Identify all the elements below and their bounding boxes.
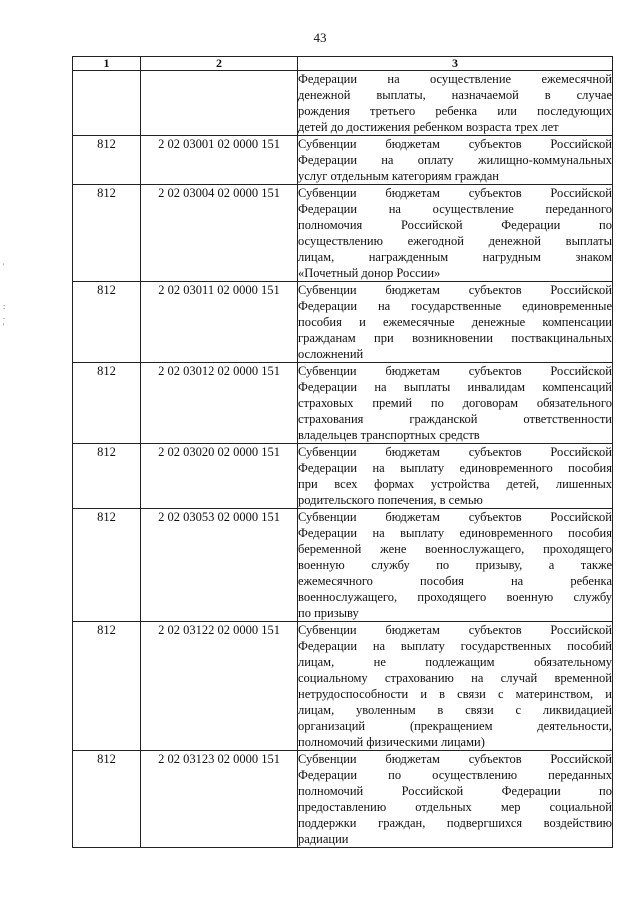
description-line: Федерации на выплаты инвалидам компенсаций — [298, 380, 612, 394]
description-line: полномочия Российской Федерации по — [298, 218, 612, 232]
description-line: Федерации на осуществление переданного — [298, 202, 612, 216]
description-line: беременной жене военнослужащего, проходящего — [298, 542, 612, 556]
description-line: Федерации на осуществление ежемесячной — [298, 72, 612, 86]
description-line: социальному страхованию на случай временной — [298, 671, 612, 685]
budget-code-table — [72, 56, 613, 848]
description-line: услуг отдельным категориям граждан — [298, 169, 499, 183]
budget-classification-code-cell: 2 02 03053 02 0000 151 — [141, 509, 298, 622]
admin-code-cell: 812 — [73, 622, 141, 751]
description-line: организаций (прекращением деятельности, — [298, 719, 612, 733]
admin-code-cell: 812 — [73, 509, 141, 622]
table-row — [73, 185, 613, 282]
margin-marks: ' : . ' — [3, 262, 6, 331]
budget-classification-code-cell — [141, 71, 298, 136]
description-line: рождения третьего ребенка или последующих — [298, 104, 612, 118]
description-line: детей до достижения ребенком возраста трех лет — [298, 120, 559, 134]
description-cell — [298, 622, 613, 751]
description-line: лицам, награжденным нагрудным знаком — [298, 250, 612, 264]
description-line: Субвенции бюджетам субъектов Российской — [298, 283, 612, 297]
description-line: Субвенции бюджетам субъектов Российской — [298, 364, 612, 378]
description-cell — [298, 751, 613, 848]
description-line: «Почетный донор России» — [298, 266, 441, 280]
description-line: ежемесячного пособия на ребенка — [298, 574, 612, 588]
description-line: Субвенции бюджетам субъектов Российской — [298, 623, 612, 637]
admin-code-cell: 812 — [73, 282, 141, 363]
description-line: лицам, не подлежащим обязательному — [298, 655, 612, 669]
description-line: военнослужащего, проходящего военную службу — [298, 590, 612, 604]
description-line: пособия и ежемесячные денежные компенсации — [298, 315, 612, 329]
description-line: страховых премий по договорам обязательного — [298, 396, 612, 410]
admin-code-cell — [73, 71, 141, 136]
description-cell — [298, 444, 613, 509]
description-line: при всех формах устройства детей, лишенных — [298, 477, 612, 491]
description-line: Субвенции бюджетам субъектов Российской — [298, 510, 612, 524]
description-cell — [298, 185, 613, 282]
description-line: лицам, уволенным в связи с ликвидацией — [298, 703, 612, 717]
admin-code-cell: 812 — [73, 444, 141, 509]
budget-classification-code-cell: 2 02 03001 02 0000 151 — [141, 136, 298, 185]
table-row — [73, 71, 613, 136]
description-cell — [298, 363, 613, 444]
description-line: владельцев транспортных средств — [298, 428, 480, 442]
description-line: Федерации на оплату жилищно-коммунальных — [298, 153, 612, 167]
description-line: предоставлению отдельных мер социальной — [298, 800, 612, 814]
admin-code-cell: 812 — [73, 363, 141, 444]
table-row — [73, 751, 613, 848]
admin-code-cell: 812 — [73, 185, 141, 282]
description-line: Субвенции бюджетам субъектов Российской — [298, 186, 612, 200]
description-line: нетрудоспособности и в связи с материнством, и — [298, 687, 612, 701]
description-line: Федерации на государственные единовременные — [298, 299, 612, 313]
budget-classification-code-cell: 2 02 03004 02 0000 151 — [141, 185, 298, 282]
admin-code-cell: 812 — [73, 136, 141, 185]
description-line: родительского попечения, в семью — [298, 493, 483, 507]
table-row — [73, 622, 613, 751]
description-line: страхования гражданской ответственности — [298, 412, 612, 426]
admin-code-cell: 812 — [73, 751, 141, 848]
budget-classification-code-cell: 2 02 03123 02 0000 151 — [141, 751, 298, 848]
description-cell — [298, 282, 613, 363]
budget-classification-code-cell: 2 02 03020 02 0000 151 — [141, 444, 298, 509]
table-row — [73, 282, 613, 363]
description-line: поддержки граждан, подвергшихся воздействию — [298, 816, 612, 830]
description-line: радиации — [298, 832, 349, 846]
description-line: полномочий физическими лицами) — [298, 735, 485, 749]
description-line: военную службу по призыву, а также — [298, 558, 612, 572]
page-number: 43 — [313, 30, 327, 45]
description-line: денежной выплаты, назначаемой в случае — [298, 88, 612, 102]
description-line: Федерации на выплату единовременного пособия — [298, 526, 612, 540]
description-cell — [298, 71, 613, 136]
description-line: по призыву — [298, 606, 359, 620]
description-line: гражданам при возникновении поствакцинальных — [298, 331, 612, 345]
budget-classification-code-cell: 2 02 03011 02 0000 151 — [141, 282, 298, 363]
description-line: осложнений — [298, 347, 364, 361]
column-header-2: 2 — [141, 57, 298, 71]
column-header-3: 3 — [298, 57, 613, 71]
description-line: Субвенции бюджетам субъектов Российской — [298, 752, 612, 766]
table-row — [73, 363, 613, 444]
description-cell — [298, 509, 613, 622]
table-header-row — [73, 57, 613, 71]
description-line: Федерации по осуществлению переданных — [298, 768, 612, 782]
description-line: Федерации на выплату государственных пособий — [298, 639, 612, 653]
description-cell — [298, 136, 613, 185]
table-row — [73, 136, 613, 185]
column-header-1: 1 — [73, 57, 141, 71]
description-line: осуществлению ежегодной денежной выплаты — [298, 234, 612, 248]
table-row — [73, 509, 613, 622]
description-line: Субвенции бюджетам субъектов Российской — [298, 137, 612, 151]
budget-classification-code-cell: 2 02 03122 02 0000 151 — [141, 622, 298, 751]
description-line: полномочий Российской Федерации по — [298, 784, 612, 798]
description-line: Субвенции бюджетам субъектов Российской — [298, 445, 612, 459]
budget-classification-code-cell: 2 02 03012 02 0000 151 — [141, 363, 298, 444]
table-row — [73, 444, 613, 509]
description-line: Федерации на выплату единовременного пособия — [298, 461, 612, 475]
